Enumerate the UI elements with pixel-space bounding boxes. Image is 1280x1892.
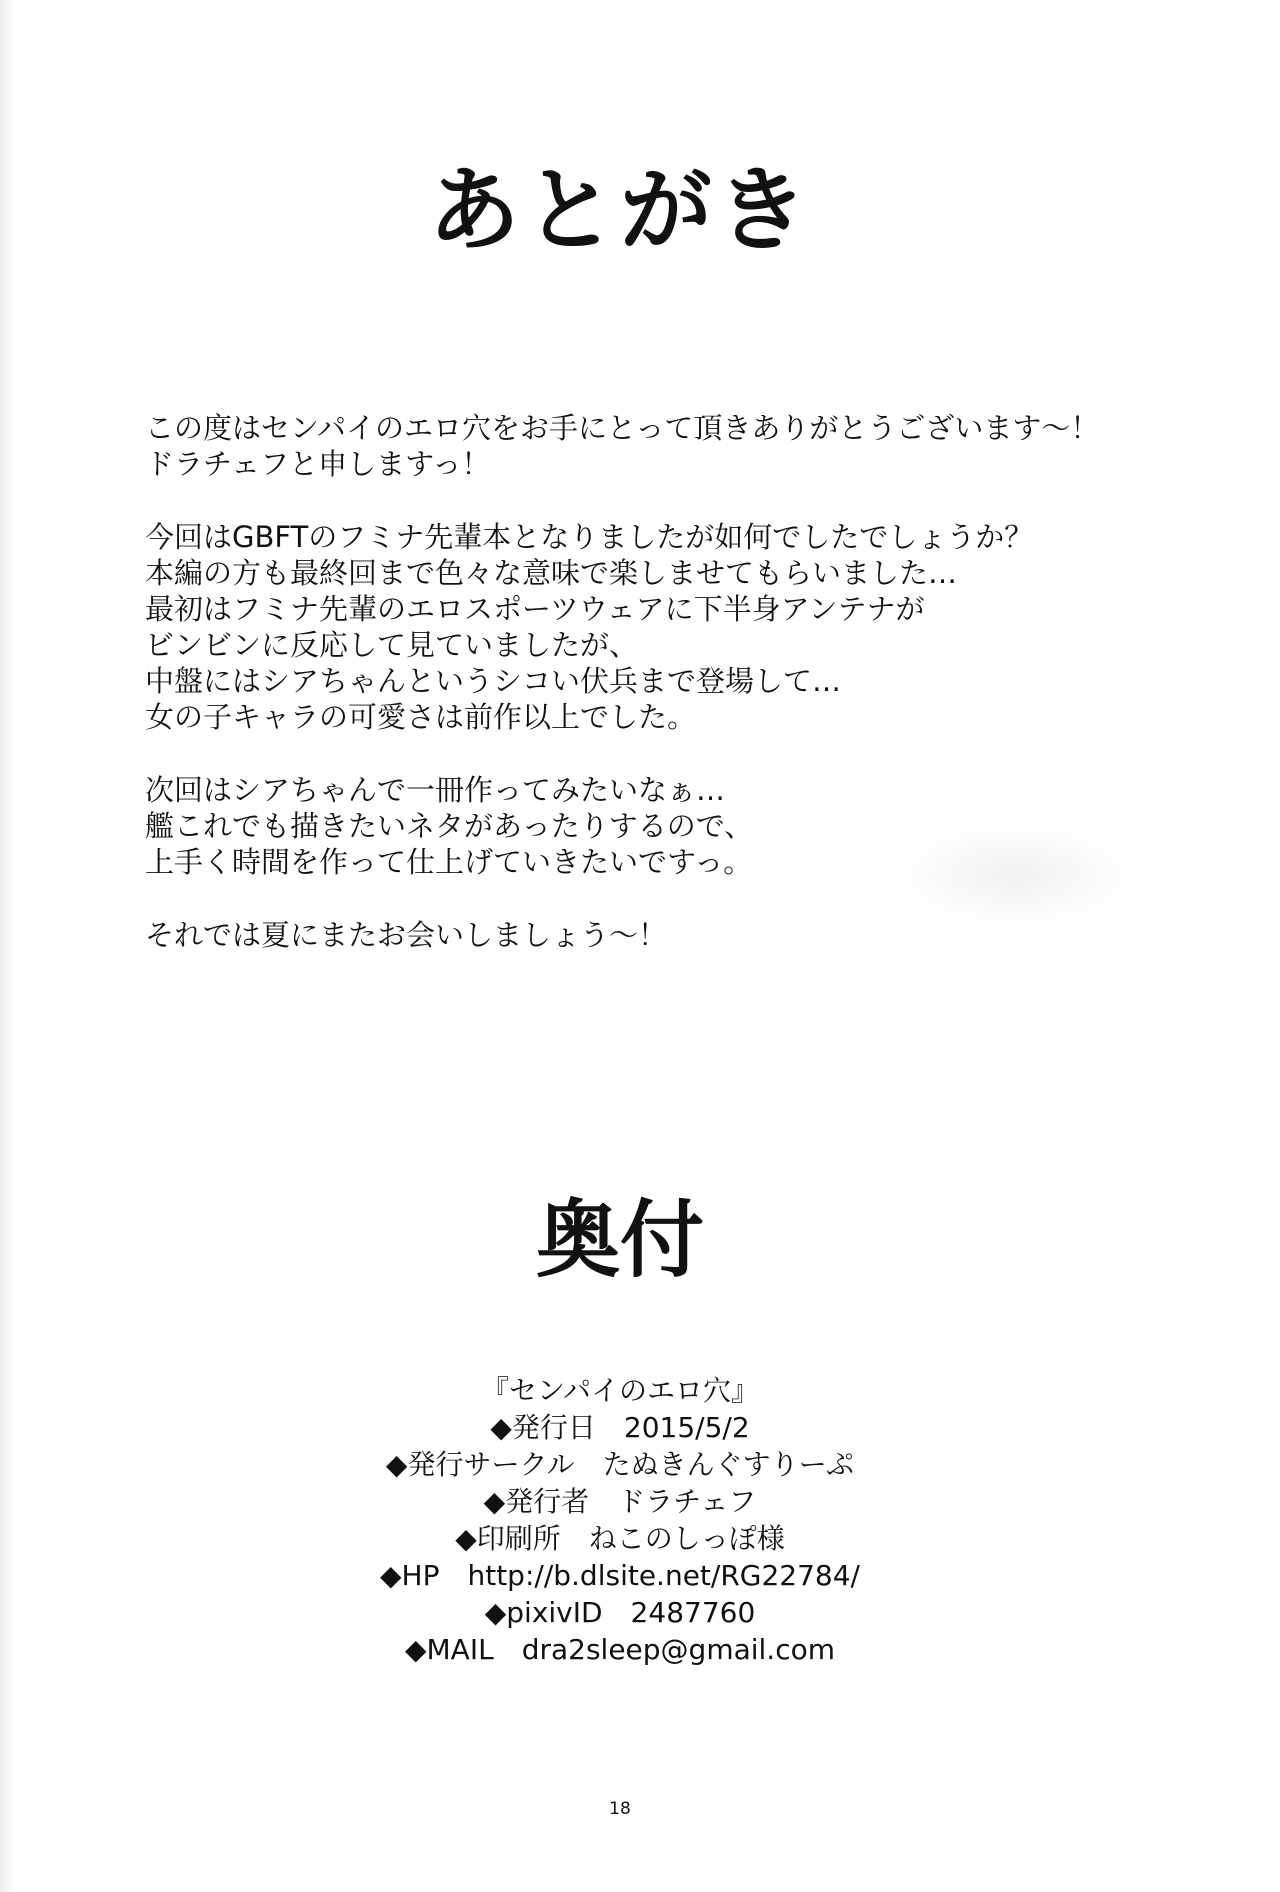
page-number: 18 xyxy=(609,1799,631,1819)
afterword-line: それでは夏にまたお会いしましょう～！ xyxy=(145,918,668,952)
afterword-line: 次回はシアちゃんで一冊作ってみたいなぁ… xyxy=(145,773,726,807)
colophon-homepage: ◆HP http://b.dlsite.net/RG22784/ xyxy=(380,1559,860,1592)
colophon-circle: ◆発行サークル たぬきんぐすりーぷ xyxy=(385,1448,855,1481)
afterword-line: 中盤にはシアちゃんというシコい伏兵まで登場して… xyxy=(145,664,842,698)
afterword-line: 最初はフミナ先輩のエロスポーツウェアに下半身アンテナが xyxy=(145,592,925,626)
afterword-paragraph-1 xyxy=(145,410,1145,482)
afterword-line: ドラチェフと申しますっ！ xyxy=(145,447,491,481)
afterword-paragraph-4 xyxy=(145,917,1145,953)
afterword-line: ビンビンに反応して見ていましたが、 xyxy=(145,628,639,662)
afterword-line: この度はセンパイのエロ穴をお手にとって頂きありがとうございます～！ xyxy=(145,411,1100,445)
colophon-pixiv-id: ◆pixivID 2487760 xyxy=(484,1596,756,1629)
colophon-release-date: ◆発行日 2015/5/2 xyxy=(490,1411,750,1444)
colophon-list xyxy=(0,1372,1240,1668)
colophon-mail: ◆MAIL dra2sleep@gmail.com xyxy=(404,1633,836,1666)
colophon-printer: ◆印刷所 ねこのしっぽ様 xyxy=(455,1522,785,1555)
afterword-body xyxy=(145,410,1145,990)
afterword-line: 上手く時間を作って仕上げていきたいですっ。 xyxy=(145,845,753,879)
afterword-paragraph-3 xyxy=(145,772,1145,880)
afterword-line: 今回はGBFTのフミナ先輩本となりましたが如何でしたでしょうか？ xyxy=(145,520,1034,554)
colophon-publisher: ◆発行者 ドラチェフ xyxy=(483,1485,757,1518)
afterword-line: 本編の方も最終回まで色々な意味で楽しませてもらいました… xyxy=(145,556,958,590)
afterword-paragraph-2 xyxy=(145,519,1145,735)
afterword-line: 女の子キャラの可愛さは前作以上でした。 xyxy=(145,700,697,734)
colophon-title: 奥付 xyxy=(535,1191,704,1289)
afterword-line: 艦これでも描きたいネタがあったりするので、 xyxy=(145,809,754,843)
colophon-book-title: 『センパイのエロ穴』 xyxy=(480,1374,760,1407)
afterword-title: あとがき xyxy=(427,157,812,264)
